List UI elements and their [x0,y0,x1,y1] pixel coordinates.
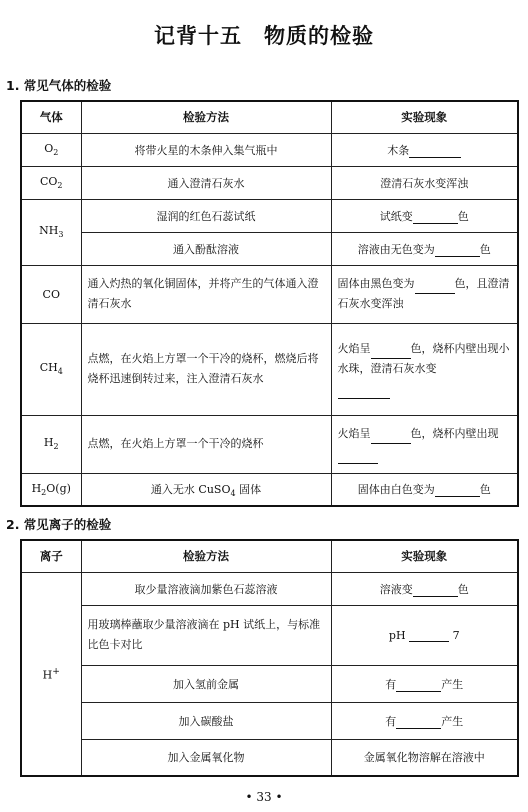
gas-cell: CO [21,265,81,323]
table-row-ch4 [21,323,518,415]
table-header-row [21,101,518,133]
result-cell: 木条 [331,133,518,166]
method-cell: 点燃，在火焰上方罩一个干冷的烧杯 [81,415,331,473]
result-cell: 有 产生 [331,665,518,702]
gas-cell: $H_2$ [21,415,81,473]
header-method: 检验方法 [81,101,331,133]
page-number: • 33 • [245,790,283,804]
result-cell: 金属氧化物溶解在溶液中 [331,739,518,776]
method-cell: 通入酚酞溶液 [81,232,331,265]
answer-blank[interactable] [413,211,458,224]
answer-blank[interactable] [396,716,441,729]
table-header-row [21,540,518,572]
result-cell: 固体由白色变为 色 [331,473,518,506]
table-row-nh3-b [21,232,518,265]
method-cell: 取少量溶液滴加紫色石蕊溶液 [81,572,331,605]
method-cell: 通入灼热的氧化铜固体，并将产生的气体通入澄清石灰水 [81,265,331,323]
header-result: 实验现象 [331,540,518,572]
table-row [21,605,518,665]
header-result: 实验现象 [331,101,518,133]
gas-cell: $O_2$ [21,133,81,166]
ion-cell: H+ [21,572,81,776]
answer-blank[interactable] [409,629,449,642]
answer-blank[interactable] [338,386,390,399]
answer-blank[interactable] [409,145,461,158]
result-cell: 溶液由无色变为 色 [331,232,518,265]
answer-blank[interactable] [435,244,480,257]
method-cell: 点燃，在火焰上方罩一个干冷的烧杯，燃烧后将烧杯迅速倒转过来，注入澄清石灰水 [81,323,331,415]
header-method: 检验方法 [81,540,331,572]
answer-blank[interactable] [338,451,378,464]
result-cell: 火焰呈 色，烧杯内壁出现小水珠，澄清石灰水变 [331,323,518,415]
gas-cell: $H_2O(g)$ [21,473,81,506]
gas-cell: $NH_3$ [21,199,81,265]
result-cell: 溶液变 色 [331,572,518,605]
section-heading-gases: 1. 常见气体的检验 [6,78,112,93]
gas-cell: $CO_2$ [21,166,81,199]
table-row-h2 [21,415,518,473]
table-row-nh3-a [21,199,518,232]
answer-blank[interactable] [396,679,441,692]
table-row [21,702,518,739]
table-row [21,665,518,702]
answer-blank[interactable] [371,346,411,359]
answer-blank[interactable] [371,431,411,444]
answer-blank[interactable] [415,281,455,294]
method-cell: 将带火星的木条伸入集气瓶中 [81,133,331,166]
result-cell: 澄清石灰水变浑浊 [331,166,518,199]
page-title: 记背十五 物质的检验 [154,24,374,48]
table-row-co2 [21,166,518,199]
result-cell: pH 7 [331,605,518,665]
gas-cell: $CH_4$ [21,323,81,415]
table-row-o2 [21,133,518,166]
table-row [21,572,518,605]
method-cell: 用玻璃棒蘸取少量溶液滴在 pH 试纸上，与标准比色卡对比 [81,605,331,665]
method-cell: 通入无水 CuSO$_4$ 固体 [81,473,331,506]
method-cell: 加入金属氧化物 [81,739,331,776]
method-cell: 加入碳酸盐 [81,702,331,739]
header-gas: 气体 [21,101,81,133]
table-row-h2o [21,473,518,506]
result-cell: 有 产生 [331,702,518,739]
method-cell: 通入澄清石灰水 [81,166,331,199]
method-cell: 湿润的红色石蕊试纸 [81,199,331,232]
answer-blank[interactable] [413,584,458,597]
answer-blank[interactable] [435,484,480,497]
ion-test-table [20,539,519,777]
table-row-co [21,265,518,323]
method-cell: 加入氢前金属 [81,665,331,702]
section-heading-ions: 2. 常见离子的检验 [6,517,112,532]
result-cell: 试纸变 色 [331,199,518,232]
header-ion: 离子 [21,540,81,572]
table-row [21,739,518,776]
result-cell: 固体由黑色变为 色，且澄清石灰水变浑浊 [331,265,518,323]
gas-test-table [20,100,519,507]
result-cell: 火焰呈 色，烧杯内壁出现 [331,415,518,473]
